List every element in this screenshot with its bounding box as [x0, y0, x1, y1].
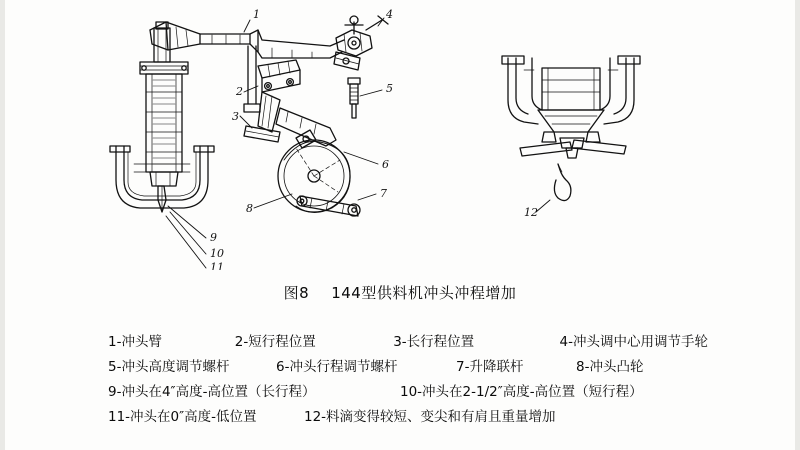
- callout-3: 3: [232, 110, 239, 123]
- legend-row: [108, 330, 708, 355]
- callout-9: 9: [210, 231, 217, 244]
- legend-item-9: 9-冲头在4″高度-高位置（长行程）: [108, 384, 316, 400]
- legend-item-10: 10-冲头在2-1/2″高度-高位置（短行程）: [400, 384, 643, 400]
- legend-item-4: 4-冲头调中心用调节手轮: [559, 334, 709, 350]
- callout-6: 6: [382, 158, 389, 171]
- legend-item-3: 3-长行程位置: [393, 334, 475, 350]
- callout-4: 4: [386, 8, 393, 21]
- callout-8: 8: [246, 202, 253, 215]
- callout-5: 5: [386, 82, 393, 95]
- figure-title: 144型供料机冲头冲程增加: [331, 284, 517, 302]
- legend-item-5: 5-冲头高度调节螺杆: [108, 359, 230, 375]
- legend-item-7: 7-升降联杆: [456, 359, 524, 375]
- callout-1: 1: [253, 8, 260, 21]
- figure-number: 图8: [283, 284, 310, 302]
- legend-item-12: 12-料滴变得较短、变尖和有肩且重量增加: [304, 409, 556, 425]
- callout-7: 7: [380, 187, 387, 200]
- legend-item-2: 2-短行程位置: [234, 334, 316, 350]
- figure-caption: [0, 282, 800, 303]
- legend-item-11: 11-冲头在0″高度-低位置: [108, 409, 257, 425]
- legend-item-6: 6-冲头行程调节螺杆: [276, 359, 398, 375]
- legend-row: [108, 355, 708, 380]
- callout-12: 12: [524, 206, 538, 219]
- legend-item-1: 1-冲头臂: [108, 334, 162, 350]
- legend-item-8: 8-冲头凸轮: [576, 359, 644, 375]
- legend-row: [108, 380, 708, 405]
- legend-row: [108, 405, 708, 430]
- legend-list: [108, 330, 708, 430]
- callout-10: 10: [210, 247, 224, 260]
- callout-2: 2: [236, 85, 243, 98]
- callout-11: 11: [210, 261, 224, 270]
